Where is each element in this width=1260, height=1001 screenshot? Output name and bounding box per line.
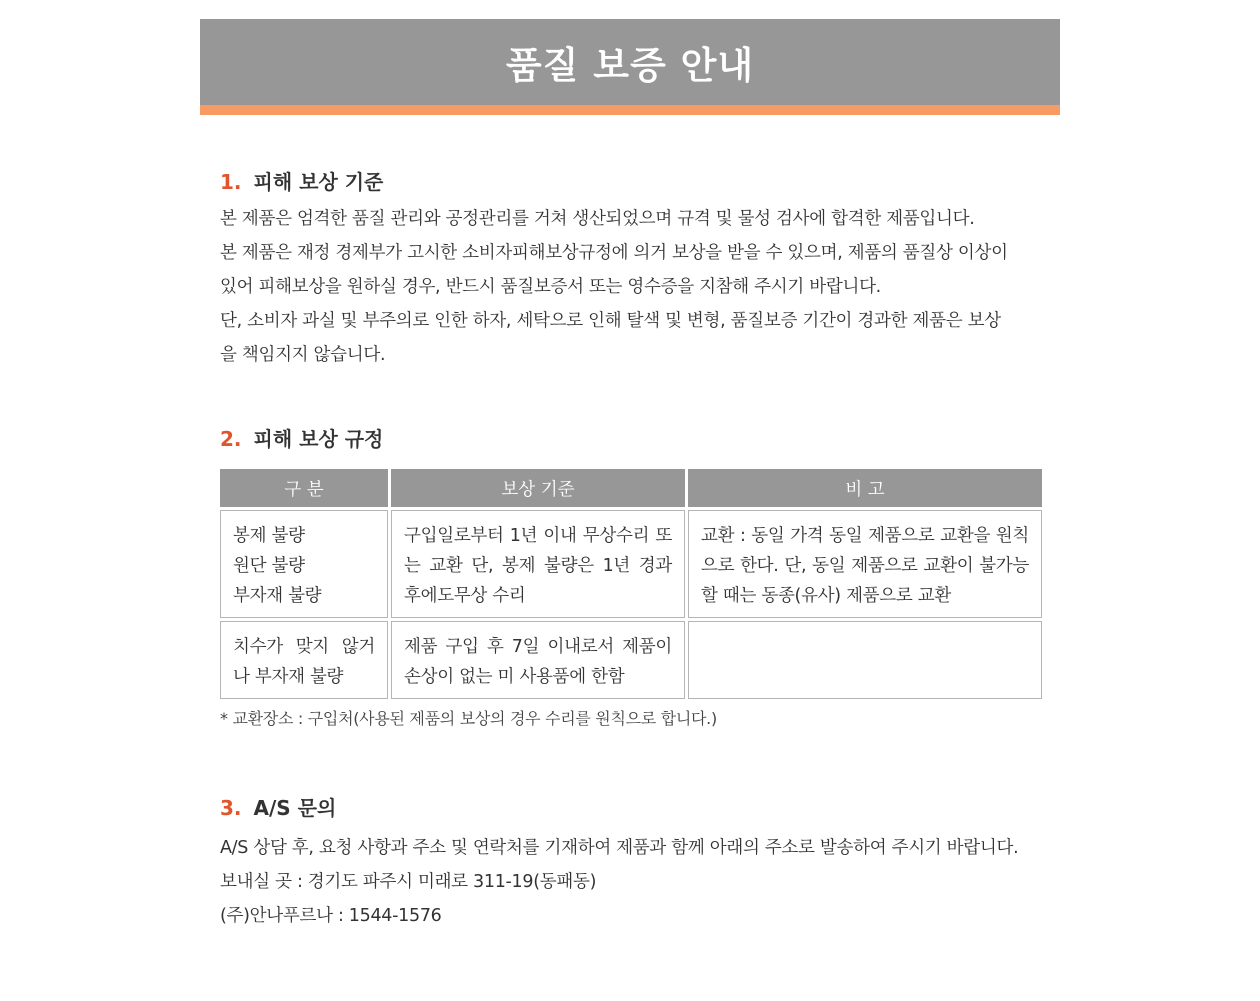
column-header-note: 비 고	[688, 469, 1042, 507]
page-title: 품질 보증 안내	[505, 44, 755, 87]
section-1-line: 있어 피해보상을 원하실 경우, 반드시 품질보증서 또는 영수증을 지참해 주시기 바랍니다.	[220, 277, 881, 297]
section-3-line: A/S 상담 후, 요청 사항과 주소 및 연락처를 기재하여 제품과 함께 아래의 주소로 발송하여 주시기 바랍니다.	[220, 838, 1019, 858]
table-row	[220, 510, 1042, 618]
section-1-line: 본 제품은 엄격한 품질 관리와 공정관리를 거쳐 생산되었으며 규격 및 물성 검사에 합격한 제품입니다.	[220, 209, 975, 229]
section-2-number: 2.	[220, 427, 242, 451]
cell-category: 치수가 맞지 않거나 부자재 불량	[220, 621, 388, 699]
section-3-heading	[220, 793, 1040, 823]
section-3-number: 3.	[220, 796, 242, 820]
content	[200, 167, 1040, 933]
table-row	[220, 621, 1042, 699]
warranty-page	[200, 19, 1060, 933]
cell-note: 교환 : 동일 가격 동일 제품으로 교환을 원칙으로 한다. 단, 동일 제품으로 교환이 불가능할 때는 동종(유사) 제품으로 교환	[688, 510, 1042, 618]
section-3-title: A/S 문의	[253, 796, 337, 820]
section-3-line: 보내실 곳 : 경기도 파주시 미래로 311-19(동패동)	[220, 872, 597, 892]
page-title-banner	[200, 19, 1060, 115]
section-2-heading	[220, 424, 1040, 454]
compensation-table	[217, 466, 1045, 702]
section-1-number: 1.	[220, 170, 242, 194]
section-3-line: (주)안나푸르나 : 1544-1576	[220, 906, 442, 926]
section-1-line: 본 제품은 재정 경제부가 고시한 소비자피해보상규정에 의거 보상을 받을 수 있으며, 제품의 품질상 이상이	[220, 243, 1008, 263]
section-2-title: 피해 보상 규정	[253, 427, 384, 451]
cell-standard: 구입일로부터 1년 이내 무상수리 또는 교환 단, 봉제 불량은 1년 경과 후에도무상 수리	[391, 510, 685, 618]
column-header-standard: 보상 기준	[391, 469, 685, 507]
section-1-heading	[220, 167, 1040, 197]
cell-category	[220, 510, 388, 618]
section-1-body	[220, 202, 1040, 372]
section-1-line: 을 책임지지 않습니다.	[220, 345, 386, 365]
exchange-place-footnote: * 교환장소 : 구입처(사용된 제품의 보상의 경우 수리를 원칙으로 합니다.)	[220, 709, 717, 728]
section-1-title: 피해 보상 기준	[253, 170, 384, 194]
section-1-line: 단, 소비자 과실 및 부주의로 인한 하자, 세탁으로 인해 탈색 및 변형, 품질보증 기간이 경과한 제품은 보상	[220, 311, 1001, 331]
section-3-body	[220, 831, 1040, 933]
cell-note	[688, 621, 1042, 699]
cell-standard: 제품 구입 후 7일 이내로서 제품이 손상이 없는 미 사용품에 한함	[391, 621, 685, 699]
category-line: 부자재 불량	[233, 586, 322, 606]
column-header-category: 구 분	[220, 469, 388, 507]
category-line: 봉제 불량	[233, 526, 305, 546]
table-header-row	[220, 469, 1042, 507]
category-line: 원단 불량	[233, 556, 305, 576]
